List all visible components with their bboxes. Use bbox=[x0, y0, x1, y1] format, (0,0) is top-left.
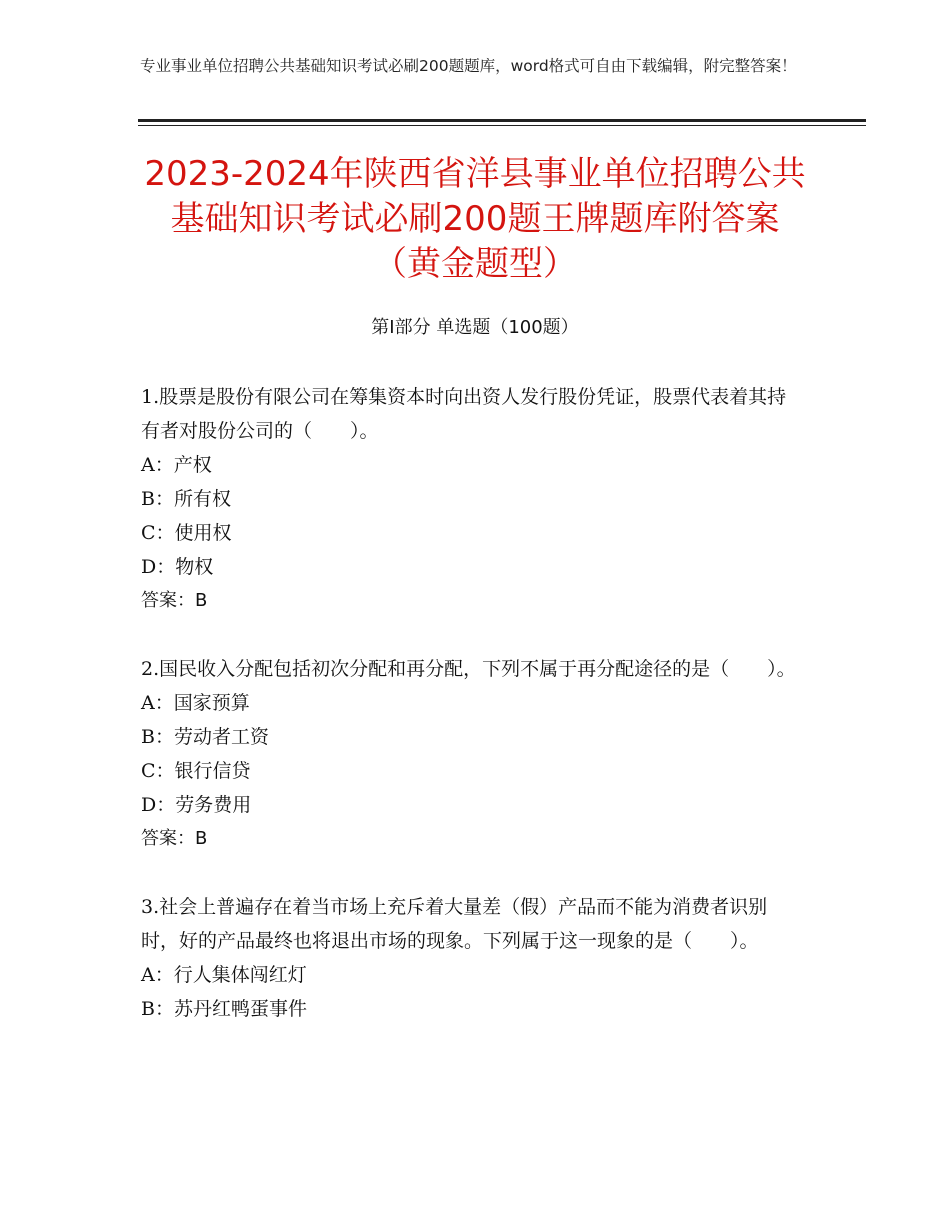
header-note: 专业事业单位招聘公共基础知识考试必刷200题题库，word格式可自由下载编辑，附完整答案！ bbox=[140, 57, 797, 75]
option-a: A：国家预算 bbox=[141, 692, 250, 714]
question-stem: 1.股票是股份有限公司在筹集资本时向出资人发行股份凭证，股票代表着其持有者对股份公司的（ ）。 bbox=[141, 386, 787, 442]
question-1 bbox=[141, 380, 801, 618]
title-line-2: 基础知识考试必刷200题王牌题库附答案 bbox=[170, 199, 780, 239]
option-a: A：产权 bbox=[141, 454, 212, 476]
title-line-3: （黄金题型） bbox=[373, 244, 577, 284]
option-d: D：物权 bbox=[141, 556, 214, 578]
option-c: C：银行信贷 bbox=[141, 760, 251, 782]
title-line-1: 2023-2024年陕西省洋县事业单位招聘公共 bbox=[144, 154, 806, 194]
question-list bbox=[141, 380, 801, 1060]
document-title bbox=[120, 152, 830, 287]
option-a: A：行人集体闯红灯 bbox=[141, 964, 307, 986]
answer: 答案：B bbox=[141, 590, 208, 611]
header-divider-thick bbox=[138, 119, 866, 122]
option-d: D：劳务费用 bbox=[141, 794, 252, 816]
option-c: C：使用权 bbox=[141, 522, 232, 544]
question-3 bbox=[141, 890, 801, 1026]
answer: 答案：B bbox=[141, 828, 208, 849]
header-divider-thin bbox=[138, 125, 866, 126]
question-stem: 2.国民收入分配包括初次分配和再分配，下列不属于再分配途径的是（ ）。 bbox=[141, 658, 796, 680]
question-2 bbox=[141, 652, 801, 856]
option-b: B：劳动者工资 bbox=[141, 726, 269, 748]
question-stem: 3.社会上普遍存在着当市场上充斥着大量差（假）产品而不能为消费者识别时，好的产品最终也将退出市场的现象。下列属于这一现象的是（ ）。 bbox=[141, 896, 768, 952]
section-heading: 第Ⅰ部分 单选题（100题） bbox=[371, 317, 579, 338]
option-b: B：苏丹红鸭蛋事件 bbox=[141, 998, 307, 1020]
option-b: B：所有权 bbox=[141, 488, 231, 510]
